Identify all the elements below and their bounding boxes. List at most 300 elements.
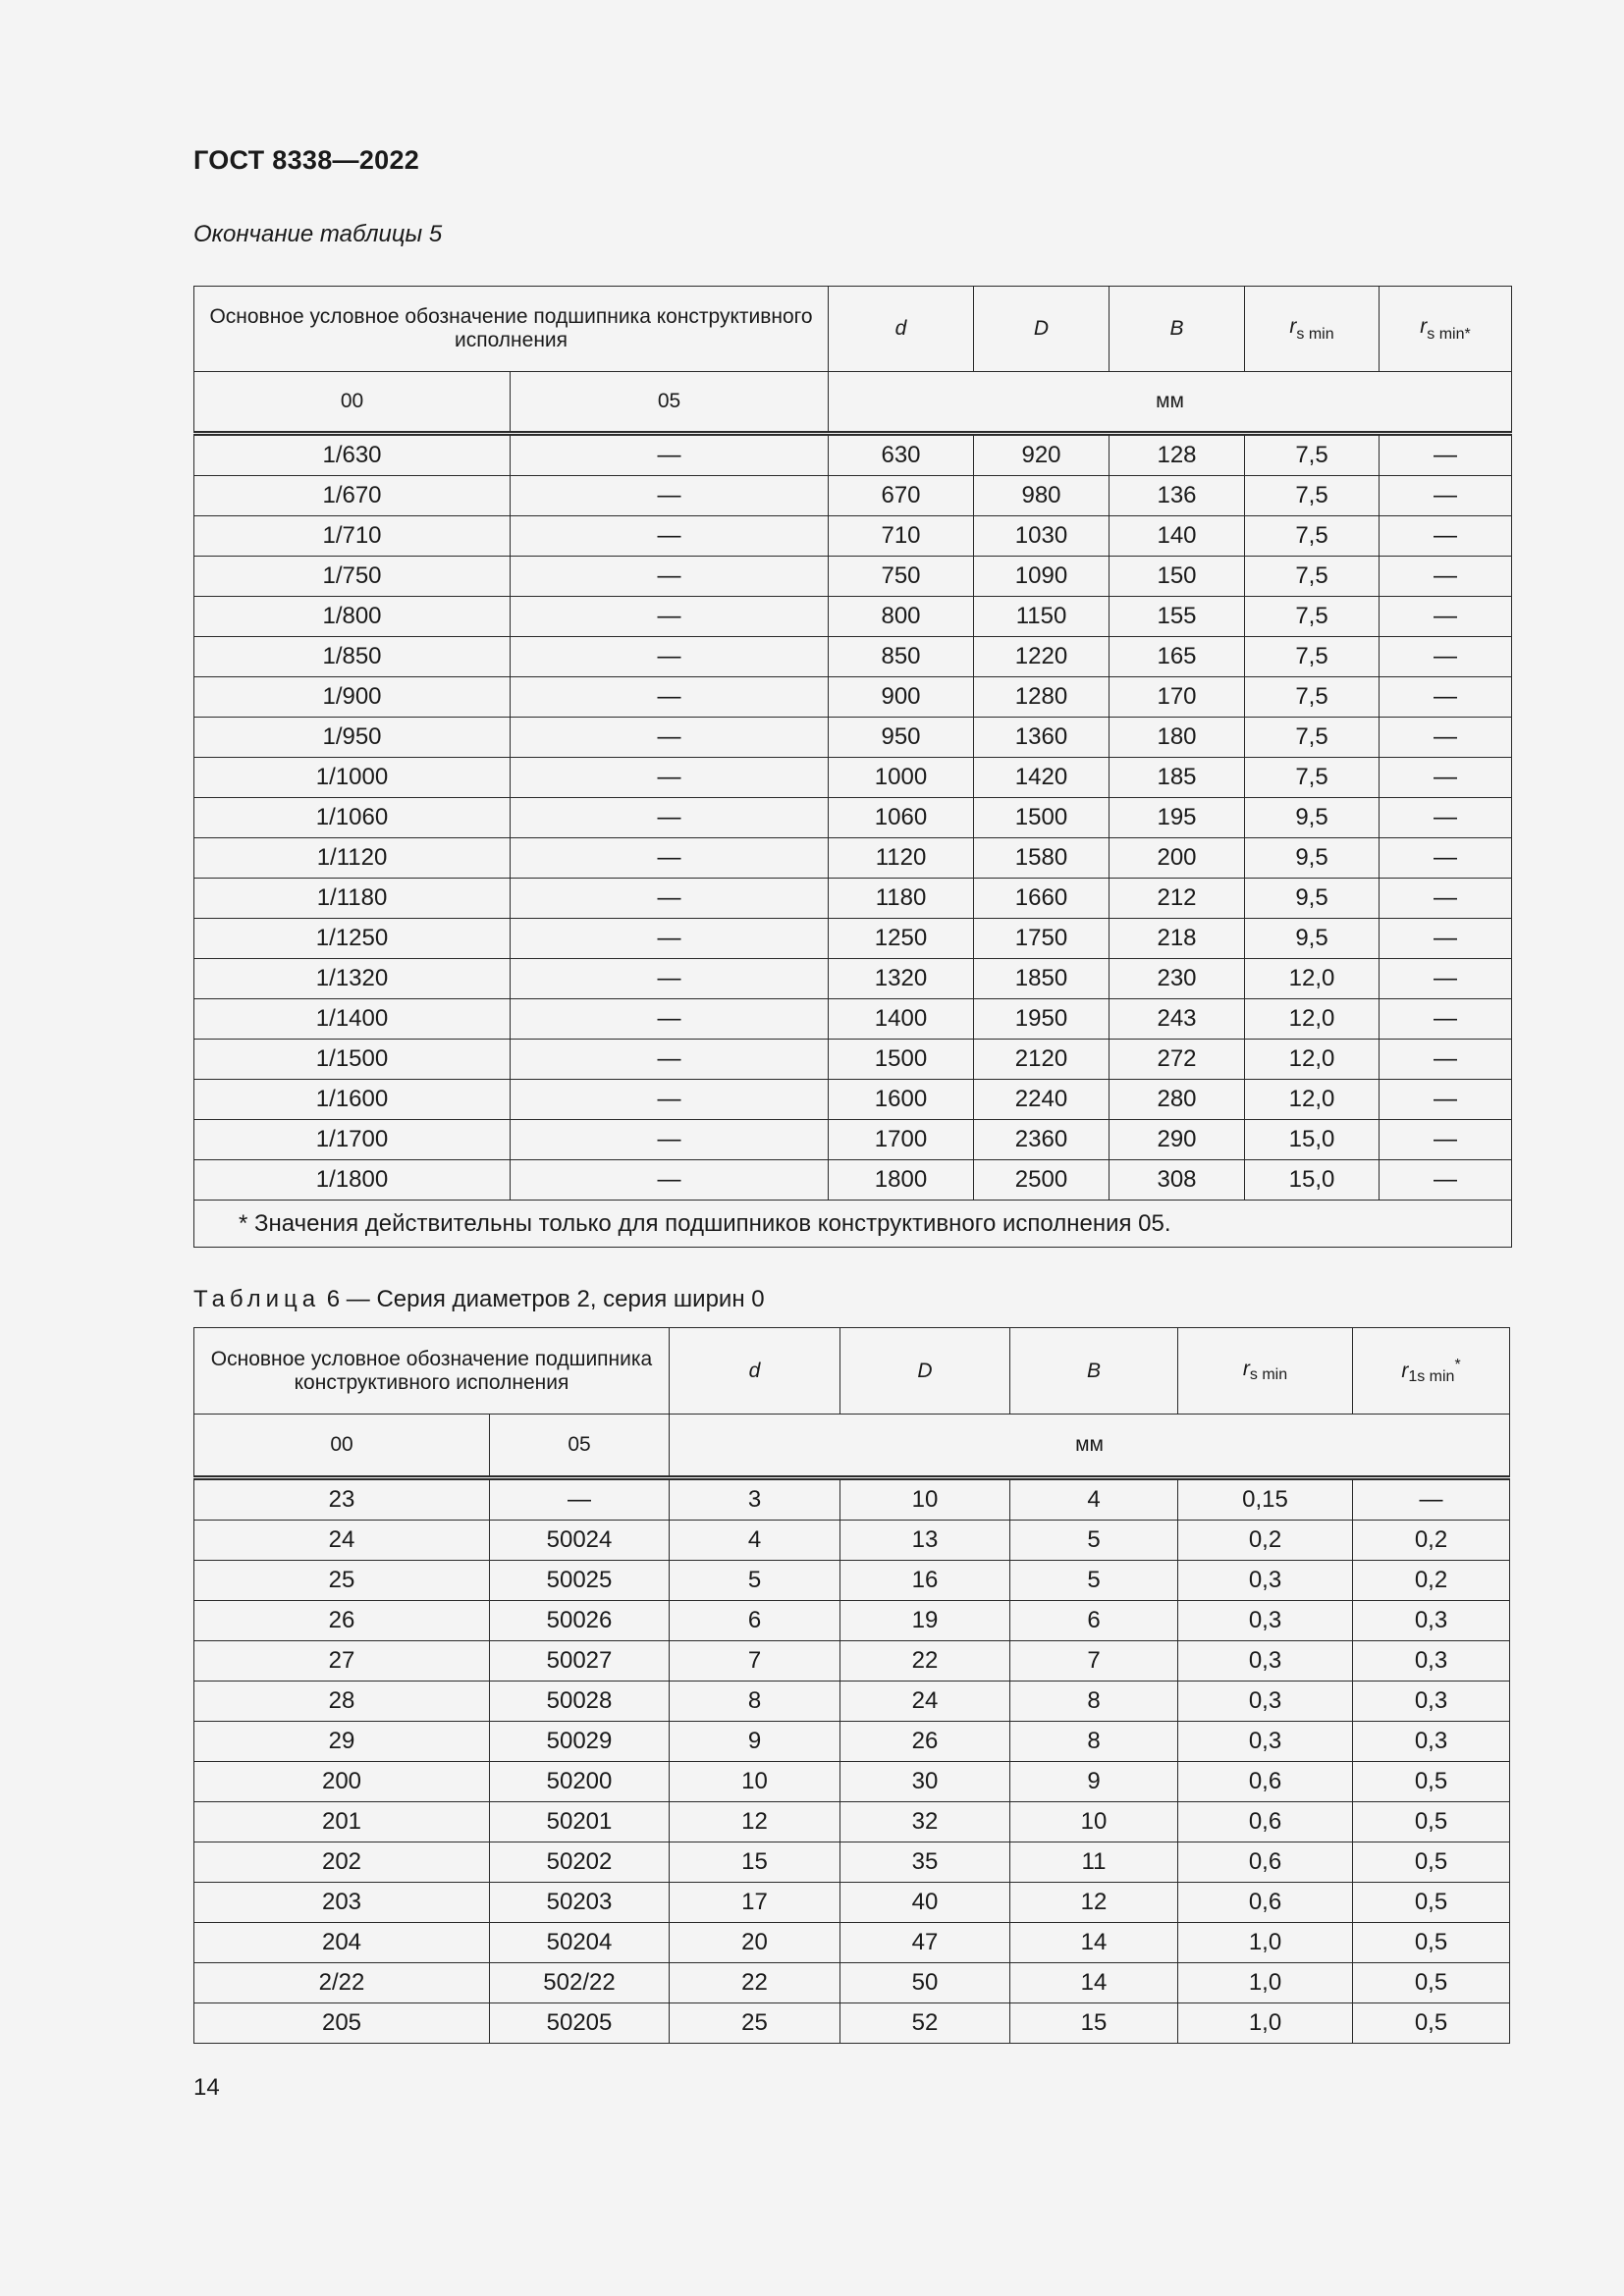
table-cell: —: [490, 1478, 670, 1521]
table-row: [194, 1601, 1510, 1641]
table-cell: 40: [840, 1883, 1010, 1923]
table-cell: 200: [194, 1762, 490, 1802]
table-row: [194, 1883, 1510, 1923]
table-cell: 1/1250: [194, 919, 511, 959]
table-cell: 0,3: [1178, 1682, 1353, 1722]
table-cell: 47: [840, 1923, 1010, 1963]
table-cell: 7: [670, 1641, 840, 1682]
table-cell: 1500: [974, 798, 1110, 838]
table-cell: 0,3: [1178, 1722, 1353, 1762]
header-rs-min: [1178, 1328, 1353, 1415]
table-cell: 50024: [490, 1521, 670, 1561]
table-cell: 710: [829, 516, 974, 557]
table-cell: 1/750: [194, 557, 511, 597]
table-cell: 0,3: [1178, 1641, 1353, 1682]
table-cell: —: [511, 1160, 829, 1201]
table-footnote: * Значения действительны только для подшипников конструктивного исполнения 05.: [194, 1201, 1512, 1248]
table-row: [194, 1762, 1510, 1802]
table-row: [194, 798, 1512, 838]
table-row: [194, 2003, 1510, 2044]
table-row: [194, 677, 1512, 718]
table-cell: 1320: [829, 959, 974, 999]
table-cell: 150: [1110, 557, 1245, 597]
table-cell: 0,5: [1353, 1842, 1510, 1883]
table-cell: 14: [1010, 1963, 1178, 2003]
table-caption-text: 6 — Серия диаметров 2, серия ширин 0: [320, 1286, 765, 1312]
table-cell: 2500: [974, 1160, 1110, 1201]
table-cell: 7,5: [1245, 434, 1380, 476]
table-cell: 0,2: [1178, 1521, 1353, 1561]
table-cell: 11: [1010, 1842, 1178, 1883]
table-cell: 1150: [974, 597, 1110, 637]
table-cell: 1/1120: [194, 838, 511, 879]
table-cell: 10: [670, 1762, 840, 1802]
table-row: [194, 1080, 1512, 1120]
table-cell: 920: [974, 434, 1110, 476]
table-cell: 50025: [490, 1561, 670, 1601]
table-cell: 24: [840, 1682, 1010, 1722]
table-cell: —: [1380, 597, 1512, 637]
header-r-subscript: s min: [1249, 1366, 1288, 1383]
table-cell: 12: [670, 1802, 840, 1842]
header-r-symbol: r: [1401, 1359, 1409, 1382]
table-cell: 0,2: [1353, 1561, 1510, 1601]
table-cell: —: [1380, 434, 1512, 476]
table-cell: 1/710: [194, 516, 511, 557]
table-row: [194, 1842, 1510, 1883]
table-cell: 9,5: [1245, 838, 1380, 879]
table-cell: 1250: [829, 919, 974, 959]
table-cell: 15,0: [1245, 1120, 1380, 1160]
table-cell: 0,3: [1353, 1641, 1510, 1682]
table-row: [194, 476, 1512, 516]
table-cell: 1000: [829, 758, 974, 798]
table-row: [194, 1722, 1510, 1762]
table-cell: 22: [670, 1963, 840, 2003]
table-cell: —: [1380, 1080, 1512, 1120]
table-cell: 1090: [974, 557, 1110, 597]
table-row: [194, 1802, 1510, 1842]
table-row: [194, 1160, 1512, 1201]
table-cell: 1/670: [194, 476, 511, 516]
table-cell: 980: [974, 476, 1110, 516]
table-cell: 1/950: [194, 718, 511, 758]
table-cell: 6: [1010, 1601, 1178, 1641]
table-caption-prefix: Таблица: [193, 1286, 321, 1312]
table-cell: 180: [1110, 718, 1245, 758]
header-designation: Основное условное обозначение подшипника конструктивного исполнения: [194, 1328, 670, 1415]
table-cell: 0,3: [1178, 1601, 1353, 1641]
table-6-caption: [193, 1286, 765, 1313]
table-cell: 0,6: [1178, 1762, 1353, 1802]
table-cell: 0,6: [1178, 1842, 1353, 1883]
table-cell: 1750: [974, 919, 1110, 959]
table-cell: 200: [1110, 838, 1245, 879]
table-cell: 7,5: [1245, 718, 1380, 758]
table-cell: —: [1380, 1120, 1512, 1160]
table-row: [194, 1040, 1512, 1080]
table-cell: 1580: [974, 838, 1110, 879]
table-cell: 29: [194, 1722, 490, 1762]
table-cell: 308: [1110, 1160, 1245, 1201]
header-r-symbol: r: [1289, 314, 1297, 338]
table-cell: 15,0: [1245, 1160, 1380, 1201]
table-cell: 0,5: [1353, 1762, 1510, 1802]
header-r-subscript: 1s min: [1408, 1367, 1455, 1385]
table-cell: 50202: [490, 1842, 670, 1883]
table-cell: 25: [670, 2003, 840, 2044]
table-cell: 1,0: [1178, 1963, 1353, 2003]
table-row: [194, 637, 1512, 677]
table-cell: 26: [194, 1601, 490, 1641]
table-cell: 9,5: [1245, 919, 1380, 959]
header-unit: мм: [829, 372, 1512, 434]
table-cell: 204: [194, 1923, 490, 1963]
table-cell: 0,5: [1353, 1883, 1510, 1923]
table-cell: —: [511, 919, 829, 959]
table-cell: 0,6: [1178, 1883, 1353, 1923]
table-cell: 1180: [829, 879, 974, 919]
table-cell: 1/1000: [194, 758, 511, 798]
table-cell: —: [511, 838, 829, 879]
table-cell: 1600: [829, 1080, 974, 1120]
table-cell: 1360: [974, 718, 1110, 758]
table-cell: —: [1380, 798, 1512, 838]
table-cell: 3: [670, 1478, 840, 1521]
header-rs-min: [1245, 287, 1380, 372]
table-cell: 12,0: [1245, 1040, 1380, 1080]
table-cell: 50201: [490, 1802, 670, 1842]
table-row: [194, 999, 1512, 1040]
table-cell: 15: [1010, 2003, 1178, 2044]
table-cell: 2360: [974, 1120, 1110, 1160]
table-cell: —: [511, 677, 829, 718]
table-cell: —: [1380, 637, 1512, 677]
table-cell: 0,5: [1353, 2003, 1510, 2044]
table-cell: 2/22: [194, 1963, 490, 2003]
table-cell: 850: [829, 637, 974, 677]
table-cell: 670: [829, 476, 974, 516]
table-cell: 1/1600: [194, 1080, 511, 1120]
table-cell: 50029: [490, 1722, 670, 1762]
table-cell: —: [511, 798, 829, 838]
table-cell: 50028: [490, 1682, 670, 1722]
header-d: d: [670, 1328, 840, 1415]
table-row: [194, 597, 1512, 637]
table-cell: —: [1380, 1160, 1512, 1201]
table-cell: 24: [194, 1521, 490, 1561]
table-cell: 205: [194, 2003, 490, 2044]
table-cell: 185: [1110, 758, 1245, 798]
table-row: [194, 879, 1512, 919]
table-cell: 0,3: [1353, 1722, 1510, 1762]
table-row: [194, 718, 1512, 758]
table-cell: —: [511, 557, 829, 597]
page-number: 14: [193, 2074, 220, 2101]
table-cell: 140: [1110, 516, 1245, 557]
table-cell: 0,5: [1353, 1963, 1510, 2003]
table-cell: —: [511, 434, 829, 476]
table-cell: 1660: [974, 879, 1110, 919]
table-cell: —: [511, 1040, 829, 1080]
table-cell: 9,5: [1245, 879, 1380, 919]
table-cell: 630: [829, 434, 974, 476]
table-cell: —: [1380, 879, 1512, 919]
table-cell: 1/1320: [194, 959, 511, 999]
table-cell: 8: [670, 1682, 840, 1722]
table-row: [194, 516, 1512, 557]
table-cell: 1060: [829, 798, 974, 838]
table-cell: 7,5: [1245, 597, 1380, 637]
table-cell: 50200: [490, 1762, 670, 1802]
table-cell: 1/1180: [194, 879, 511, 919]
table-cell: —: [511, 999, 829, 1040]
table-cell: 243: [1110, 999, 1245, 1040]
table-cell: 52: [840, 2003, 1010, 2044]
table-row: [194, 557, 1512, 597]
table-cell: 1220: [974, 637, 1110, 677]
table-cell: —: [1380, 758, 1512, 798]
table-cell: —: [511, 516, 829, 557]
table-row: [194, 919, 1512, 959]
table-cell: —: [511, 597, 829, 637]
table-cell: 165: [1110, 637, 1245, 677]
table-cell: 27: [194, 1641, 490, 1682]
table-cell: 1/1800: [194, 1160, 511, 1201]
table-cell: 0,3: [1178, 1561, 1353, 1601]
table-cell: 8: [1010, 1722, 1178, 1762]
table-cell: 1,0: [1178, 2003, 1353, 2044]
table-cell: 0,15: [1178, 1478, 1353, 1521]
table-cell: 7,5: [1245, 758, 1380, 798]
table-cell: 23: [194, 1478, 490, 1521]
table-cell: 155: [1110, 597, 1245, 637]
table-cell: —: [511, 1080, 829, 1120]
table-cell: 2240: [974, 1080, 1110, 1120]
table-cell: 280: [1110, 1080, 1245, 1120]
table-cell: 2120: [974, 1040, 1110, 1080]
table-5: [193, 286, 1512, 1248]
table-cell: 9: [670, 1722, 840, 1762]
table-cell: 50205: [490, 2003, 670, 2044]
table-cell: —: [1380, 476, 1512, 516]
table-cell: 1950: [974, 999, 1110, 1040]
table-cell: 1280: [974, 677, 1110, 718]
table-cell: 7,5: [1245, 476, 1380, 516]
header-col-00: 00: [194, 1415, 490, 1478]
table-cell: 195: [1110, 798, 1245, 838]
table-cell: 203: [194, 1883, 490, 1923]
table-cell: 502/22: [490, 1963, 670, 2003]
table-cell: 230: [1110, 959, 1245, 999]
table-cell: 1/1500: [194, 1040, 511, 1080]
table-cell: 0,5: [1353, 1923, 1510, 1963]
table-cell: 1/1700: [194, 1120, 511, 1160]
table-cell: 750: [829, 557, 974, 597]
table-cell: —: [511, 476, 829, 516]
table-row: [194, 758, 1512, 798]
table-cell: 0,3: [1353, 1682, 1510, 1722]
table-cell: —: [1380, 516, 1512, 557]
table-cell: —: [1380, 838, 1512, 879]
header-r-symbol: r: [1420, 314, 1428, 338]
table-cell: 25: [194, 1561, 490, 1601]
table-cell: 4: [1010, 1478, 1178, 1521]
table-cell: 50027: [490, 1641, 670, 1682]
header-unit: мм: [670, 1415, 1510, 1478]
table-cell: 19: [840, 1601, 1010, 1641]
table-cell: —: [1353, 1478, 1510, 1521]
table-cell: 50203: [490, 1883, 670, 1923]
table-cell: 8: [1010, 1682, 1178, 1722]
header-r-subscript: s min: [1296, 325, 1334, 343]
table-row: [194, 838, 1512, 879]
table-cell: 5: [1010, 1521, 1178, 1561]
table-cell: 4: [670, 1521, 840, 1561]
table-row: [194, 1923, 1510, 1963]
table-cell: 1/850: [194, 637, 511, 677]
table-cell: 7,5: [1245, 557, 1380, 597]
table-cell: 1030: [974, 516, 1110, 557]
table-cell: 6: [670, 1601, 840, 1641]
header-r-symbol: r: [1242, 1358, 1250, 1380]
table-cell: —: [1380, 999, 1512, 1040]
table-cell: 32: [840, 1802, 1010, 1842]
table-cell: —: [511, 718, 829, 758]
table-cell: 12,0: [1245, 959, 1380, 999]
table-row: [194, 959, 1512, 999]
header-d: d: [829, 287, 974, 372]
table-cell: 7,5: [1245, 516, 1380, 557]
table-cell: 7,5: [1245, 637, 1380, 677]
table-cell: —: [1380, 557, 1512, 597]
table-cell: 10: [840, 1478, 1010, 1521]
table-cell: 30: [840, 1762, 1010, 1802]
table-cell: 1400: [829, 999, 974, 1040]
table-cell: —: [511, 879, 829, 919]
table-cell: 1700: [829, 1120, 974, 1160]
header-D: D: [840, 1328, 1010, 1415]
table-cell: —: [511, 758, 829, 798]
table-cell: 202: [194, 1842, 490, 1883]
table-cell: 13: [840, 1521, 1010, 1561]
table-cell: 0,6: [1178, 1802, 1353, 1842]
table-cell: —: [511, 959, 829, 999]
table-cell: 1/800: [194, 597, 511, 637]
header-D: D: [974, 287, 1110, 372]
table-cell: 26: [840, 1722, 1010, 1762]
table-cell: —: [511, 1120, 829, 1160]
table-cell: 1850: [974, 959, 1110, 999]
header-col-05: 05: [490, 1415, 670, 1478]
table-cell: 950: [829, 718, 974, 758]
table-cell: —: [511, 637, 829, 677]
table-cell: 50: [840, 1963, 1010, 2003]
table-cell: 5: [1010, 1561, 1178, 1601]
table-cell: 1/630: [194, 434, 511, 476]
table-row: [194, 1120, 1512, 1160]
table-cell: 9,5: [1245, 798, 1380, 838]
table-cell: 0,2: [1353, 1521, 1510, 1561]
table-cell: 218: [1110, 919, 1245, 959]
header-r1s-min: [1353, 1328, 1510, 1415]
table-cell: —: [1380, 1040, 1512, 1080]
table-cell: 5: [670, 1561, 840, 1601]
table-row: [194, 1641, 1510, 1682]
document-code: ГОСТ 8338—2022: [193, 145, 420, 175]
table-cell: 12,0: [1245, 1080, 1380, 1120]
table-row: [194, 1521, 1510, 1561]
table-row: [194, 1682, 1510, 1722]
table-cell: 17: [670, 1883, 840, 1923]
table-cell: 22: [840, 1641, 1010, 1682]
table-cell: 1500: [829, 1040, 974, 1080]
header-designation: Основное условное обозначение подшипника конструктивного исполнения: [194, 287, 829, 372]
table-cell: 0,3: [1353, 1601, 1510, 1641]
table-cell: 12,0: [1245, 999, 1380, 1040]
table-cell: 1/1400: [194, 999, 511, 1040]
table-cell: 0,5: [1353, 1802, 1510, 1842]
table-row: [194, 1963, 1510, 2003]
table-cell: —: [1380, 718, 1512, 758]
table-cell: 1800: [829, 1160, 974, 1201]
table-cell: 1120: [829, 838, 974, 879]
table-cell: 170: [1110, 677, 1245, 718]
header-rs-min-star: [1380, 287, 1512, 372]
table-cell: 212: [1110, 879, 1245, 919]
table-cell: 12: [1010, 1883, 1178, 1923]
header-col-00: 00: [194, 372, 511, 434]
table-cell: 1/1060: [194, 798, 511, 838]
header-r-subscript: s min*: [1427, 325, 1471, 343]
table-cell: 50204: [490, 1923, 670, 1963]
table-cell: 10: [1010, 1802, 1178, 1842]
header-B: B: [1010, 1328, 1178, 1415]
table-cell: —: [1380, 677, 1512, 718]
table-cell: 128: [1110, 434, 1245, 476]
table-cell: 800: [829, 597, 974, 637]
table-cell: 7,5: [1245, 677, 1380, 718]
table-cell: 15: [670, 1842, 840, 1883]
table-cell: 14: [1010, 1923, 1178, 1963]
table-row: [194, 434, 1512, 476]
table-cell: 7: [1010, 1641, 1178, 1682]
table-cell: 50026: [490, 1601, 670, 1641]
table-cell: 35: [840, 1842, 1010, 1883]
table-continuation-caption: Окончание таблицы 5: [193, 221, 443, 247]
table-cell: 1420: [974, 758, 1110, 798]
table-cell: 1/900: [194, 677, 511, 718]
table-row: [194, 1478, 1510, 1521]
header-r-superscript: *: [1454, 1356, 1461, 1373]
table-6: [193, 1327, 1510, 2044]
table-cell: 9: [1010, 1762, 1178, 1802]
table-cell: 1,0: [1178, 1923, 1353, 1963]
header-B: B: [1110, 287, 1245, 372]
header-col-05: 05: [511, 372, 829, 434]
table-cell: 28: [194, 1682, 490, 1722]
table-cell: 16: [840, 1561, 1010, 1601]
table-cell: 201: [194, 1802, 490, 1842]
table-cell: 290: [1110, 1120, 1245, 1160]
table-cell: —: [1380, 919, 1512, 959]
table-cell: —: [1380, 959, 1512, 999]
table-cell: 272: [1110, 1040, 1245, 1080]
table-cell: 20: [670, 1923, 840, 1963]
table-cell: 136: [1110, 476, 1245, 516]
table-row: [194, 1561, 1510, 1601]
table-cell: 900: [829, 677, 974, 718]
